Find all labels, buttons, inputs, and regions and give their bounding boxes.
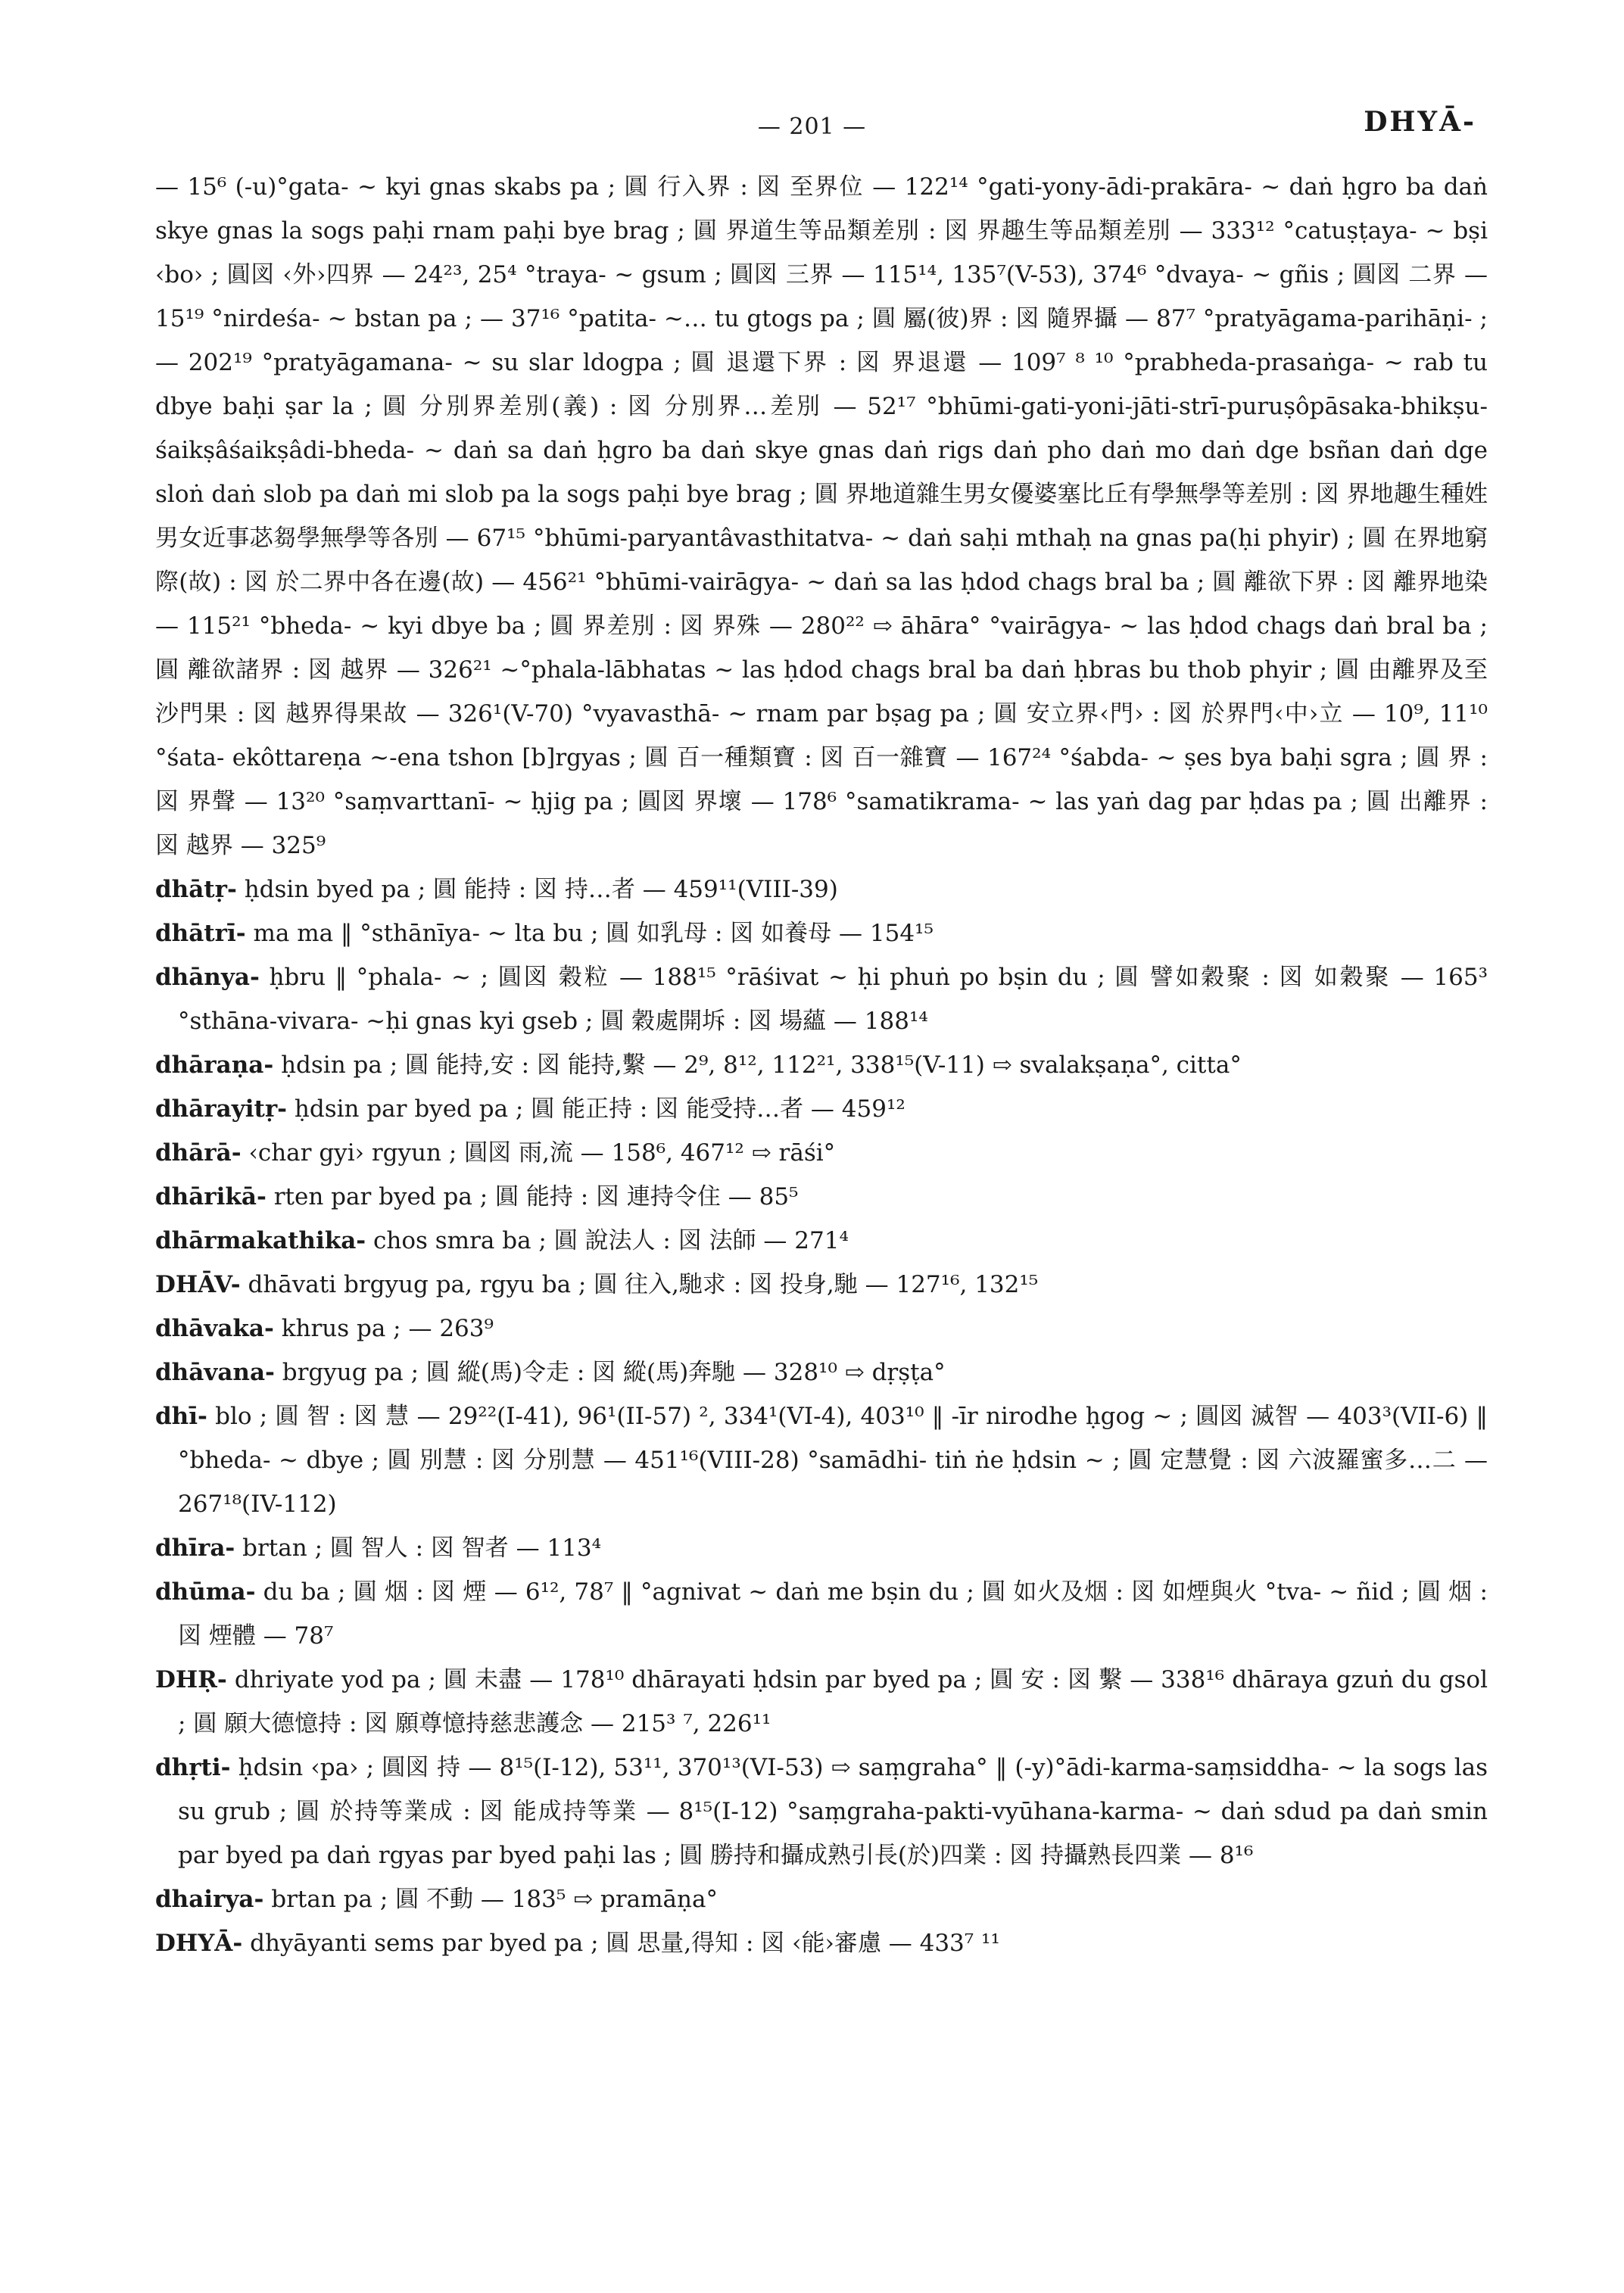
entry-text: blo ; 圓 智 : 図 慧 — 29²²(I-41), 96¹(II-57) ², 334¹(VI-4), 403¹⁰ ‖ -īr nirodhe ḥgog ~ ; 圓図 滅智 — 403³(VII-6) ‖ °bheda- ~ dbye ; 圓 別慧 : 図 分別慧 — 451¹⁶(VIII-28) °samādhi- tiṅ ṅe ḥdsin ~ ; 圓 定慧覺 : 図 六波羅蜜多…二 — 267¹⁸(IV-112) xyxy=(178,1403,1488,1518)
entry-continuation xyxy=(155,165,1488,868)
entry-headword: dhāraṇa- xyxy=(155,1051,274,1079)
entry xyxy=(155,1351,1488,1394)
entry-text: chos smra ba ; 圓 說法人 : 図 法師 — 271⁴ xyxy=(373,1227,849,1254)
entry xyxy=(155,868,1488,911)
entry-headword: dhātrī- xyxy=(155,920,246,947)
entry-text: khrus pa ; — 263⁹ xyxy=(281,1315,494,1342)
entry-headword: dhānya- xyxy=(155,964,260,991)
entry-headword: dhī- xyxy=(155,1403,207,1430)
entry xyxy=(155,1921,1488,1965)
entry-text: dhyāyanti sems par byed pa ; 圓 思量,得知 : 図 ‹能›審慮 — 433⁷ ¹¹ xyxy=(250,1930,1000,1957)
entry xyxy=(155,1219,1488,1263)
entry-headword: dhārā- xyxy=(155,1139,242,1167)
entry-text: ma ma ‖ °sthānīya- ~ lta bu ; 圓 如乳母 : 図 如養母 — 154¹⁵ xyxy=(253,920,934,947)
entry xyxy=(155,955,1488,1043)
entry-text: — 15⁶ (-u)°gata- ~ kyi gnas skabs pa ; 圓 行入界 : 図 至界位 — 122¹⁴ °gati-yony-ādi-prakāra- ~ daṅ ḥgro ba daṅ skye gnas la sogs paḥi rnam paḥi bye brag ; 圓 界道生等品類差別 : 図 界趣生等品類差別 — 333¹² °catuṣṭaya- ~ bṣi ‹bo› ; 圓図 ‹外›四界 — 24²³, 25⁴ °traya- ~ gsum ; 圓図 三界 — 115¹⁴, 135⁷(V-53), 374⁶ °dvaya- ~ gñis ; 圓図 二界 — 15¹⁹ °nirdeśa- ~ bstan pa ; — 37¹⁶ °patita- ~… tu gtogs pa ; 圓 屬(彼)界 : 図 隨界攝 — 87⁷ °pratyāgama-parihāṇi- ; — 202¹⁹ °pratyāgamana- ~ su slar ldogpa ; 圓 退還下界 : 図 界退還 — 109⁷ ⁸ ¹⁰ °prabheda-prasaṅga- ~ rab tu dbye baḥi ṣar la ; 圓 分別界差別(義) : 図 分別界…差別 — 52¹⁷ °bhūmi-gati-yoni-jāti-strī-puruṣôpāsaka-bhikṣu-śaikṣâśaikṣâdi-bheda- ~ daṅ sa daṅ ḥgro ba daṅ skye gnas daṅ rigs daṅ pho daṅ mo daṅ dge bsñan daṅ dge sloṅ daṅ slob pa daṅ mi slob pa la sogs paḥi bye brag ; 圓 界地道雜生男女優婆塞比丘有學無學等差別 : 図 界地趣生種姓男女近事苾芻學無學等各別 — 67¹⁵ °bhūmi-paryantâvasthitatva- ~ daṅ saḥi mthaḥ na gnas pa(ḥi phyir) ; 圓 在界地窮際(故) : 図 於二界中各在邊(故) — 456²¹ °bhūmi-vairāgya- ~ daṅ sa las ḥdod chags bral ba ; 圓 離欲下界 : 図 離界地染 — 115²¹ °bheda- ~ kyi dbye ba ; 圓 界差別 : 図 界殊 — 280²² ⇨ āhāra° °vairāgya- ~ las ḥdod chags daṅ bral ba ; 圓 離欲諸界 : 図 越界 — 326²¹ ~°phala-lābhatas ~ las ḥdod chags bral ba daṅ ḥbras bu thob phyir ; 圓 由離界及至沙門果 : 図 越界得果故 — 326¹(V-70) °vyavasthā- ~ rnam par bṣag pa ; 圓 安立界‹門› : 図 於界門‹中›立 — 10⁹, 11¹⁰ °śata- ekôttareṇa ~-ena tshon [b]rgyas ; 圓 百一種類寶 : 図 百一雜寶 — 167²⁴ °śabda- ~ ṣes bya baḥi sgra ; 圓 界 : 図 界聲 — 13²⁰ °saṃvarttanī- ~ ḥjig pa ; 圓図 界壞 — 178⁶ °samatikrama- ~ las yaṅ dag par ḥdas pa ; 圓 出離界 : 図 越界 — 325⁹ xyxy=(155,173,1488,859)
entry-text: du ba ; 圓 烟 : 図 煙 — 6¹², 78⁷ ‖ °agnivat ~ daṅ me bṣin du ; 圓 如火及烟 : 図 如煙與火 °tva- ~ ñid ; 圓 烟 : 図 煙體 — 78⁷ xyxy=(178,1578,1488,1650)
entry-text: ḥdsin byed pa ; 圓 能持 : 図 持…者 — 459¹¹(VIII-39) xyxy=(244,876,838,903)
entry-text: dhāvati brgyug pa, rgyu ba ; 圓 往入,馳求 : 図 投身,馳 — 127¹⁶, 132¹⁵ xyxy=(248,1271,1039,1298)
entry-text: ‹char gyi› rgyun ; 圓図 雨,流 — 158⁶, 467¹² ⇨ rāśi° xyxy=(248,1139,836,1167)
entry-headword: DHṚ- xyxy=(155,1666,227,1693)
entry-headword: dhārikā- xyxy=(155,1183,267,1210)
entry xyxy=(155,911,1488,955)
entry-list xyxy=(155,165,1488,1965)
entry-headword: dhairya- xyxy=(155,1886,264,1913)
entry-text: ḥdsin ‹pa› ; 圓図 持 — 8¹⁵(I-12), 53¹¹, 370¹³(VI-53) ⇨ saṃgraha° ‖ (-y)°ādi-karma-saṃsiddha- ~ la sogs las su grub ; 圓 於持等業成 : 図 能成持等業 — 8¹⁵(I-12) °saṃgraha-pakti-vyūhana-karma- ~ daṅ sdud pa daṅ smin par byed pa daṅ rgyas par byed paḥi las ; 圓 勝持和攝成熟引長(於)四業 : 図 持攝熟長四業 — 8¹⁶ xyxy=(178,1754,1488,1869)
entry xyxy=(155,1746,1488,1877)
entry-headword: dhīra- xyxy=(155,1534,235,1562)
page-number: — 201 — xyxy=(757,114,867,140)
entry xyxy=(155,1570,1488,1658)
entry-text: ḥbru ‖ °phala- ~ ; 圓図 穀粒 — 188¹⁵ °rāśivat ~ ḥi phuṅ po bṣin du ; 圓 譬如穀聚 : 図 如穀聚 — 165³ °sthāna-vivara- ~ḥi gnas kyi gseb ; 圓 穀處開坼 : 図 場蘊 — 188¹⁴ xyxy=(178,964,1488,1035)
entry-text: rten par byed pa ; 圓 能持 : 図 連持令住 — 85⁵ xyxy=(273,1183,799,1210)
entry-headword: dhṛti- xyxy=(155,1754,231,1781)
entry xyxy=(155,1394,1488,1526)
entry xyxy=(155,1131,1488,1175)
entry-headword: dhūma- xyxy=(155,1578,256,1606)
entry-text: ḥdsin pa ; 圓 能持,安 : 図 能持,繫 — 2⁹, 8¹², 112²¹, 338¹⁵(V-11) ⇨ svalakṣaṇa°, citta° xyxy=(281,1051,1242,1079)
entry xyxy=(155,1175,1488,1219)
entry-headword: dhāvaka- xyxy=(155,1315,274,1342)
entry-text: ḥdsin par byed pa ; 圓 能正持 : 図 能受持…者 — 459¹² xyxy=(294,1095,906,1123)
entry-headword: DHĀV- xyxy=(155,1271,241,1298)
entry-text: brgyug pa ; 圓 縱(馬)令走 : 図 縱(馬)奔馳 — 328¹⁰ ⇨ dṛṣṭa° xyxy=(282,1359,946,1386)
entry xyxy=(155,1043,1488,1087)
entry xyxy=(155,1087,1488,1131)
entry xyxy=(155,1877,1488,1921)
entry xyxy=(155,1526,1488,1570)
entry-text: dhriyate yod pa ; 圓 未盡 — 178¹⁰ dhārayati ḥdsin par byed pa ; 圓 安 : 図 繫 — 338¹⁶ dhāraya gzuṅ du gsol ; 圓 願大德憶持 : 図 願尊憶持慈悲護念 — 215³ ⁷, 226¹¹ xyxy=(178,1666,1488,1737)
entry-text: brtan ; 圓 智人 : 図 智者 — 113⁴ xyxy=(242,1534,602,1562)
entry xyxy=(155,1658,1488,1746)
entry-text: brtan pa ; 圓 不動 — 183⁵ ⇨ pramāṇa° xyxy=(271,1886,718,1913)
entry-headword: dhārmakathika- xyxy=(155,1227,366,1254)
entry xyxy=(155,1263,1488,1307)
entry-headword: DHYĀ- xyxy=(155,1930,243,1957)
entry-headword: dhātṛ- xyxy=(155,876,237,903)
entry xyxy=(155,1307,1488,1351)
entry-headword: dhāvana- xyxy=(155,1359,275,1386)
entry-headword: dhārayitṛ- xyxy=(155,1095,288,1123)
running-head: DHYĀ- xyxy=(1364,106,1476,138)
